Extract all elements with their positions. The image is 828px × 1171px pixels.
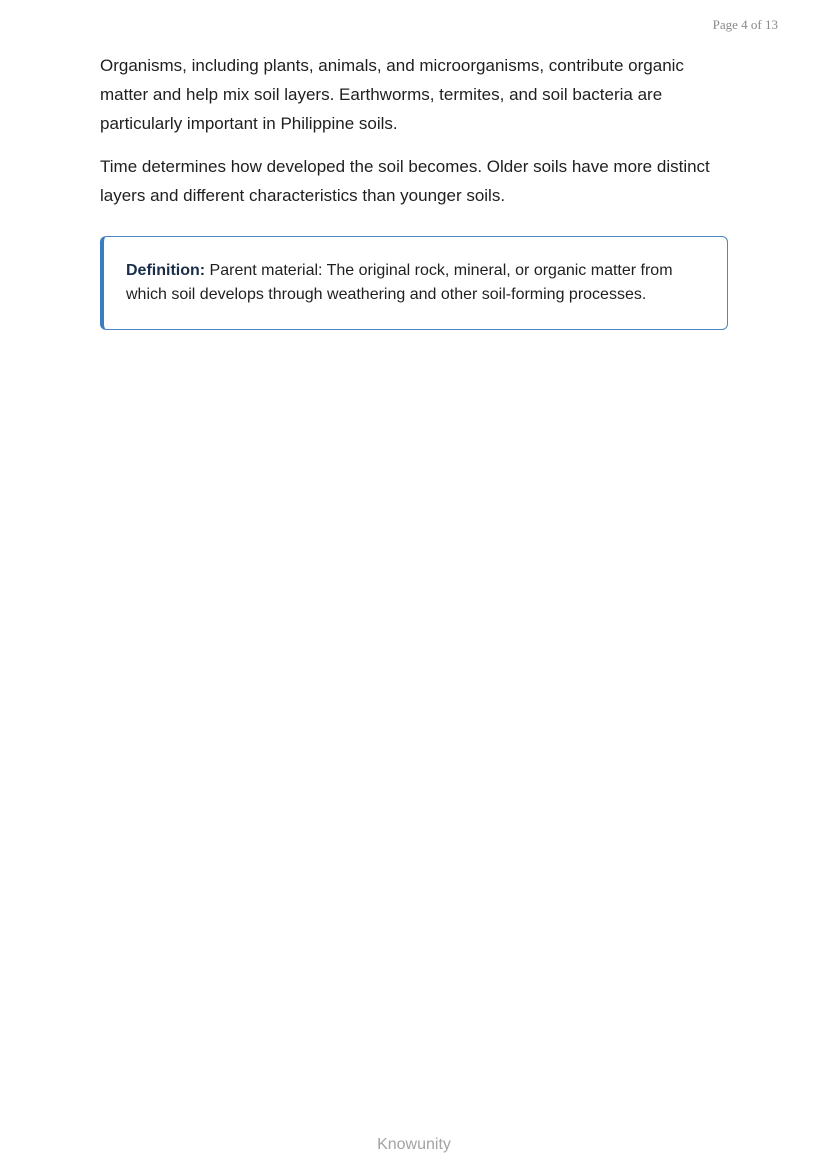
document-content <box>100 51 728 330</box>
paragraph-time: Time determines how developed the soil becomes. Older soils have more distinct layers and different characteristics than younger soils. <box>100 157 710 205</box>
definition-body: Parent material: The original rock, mineral, or organic matter from which soil develops through weathering and other soil-forming processes. <box>126 262 673 303</box>
definition-label: Definition: <box>126 262 206 279</box>
footer-brand: Knowunity <box>377 1136 451 1153</box>
page-number: Page 4 of 13 <box>712 17 778 32</box>
definition-box <box>100 236 728 330</box>
definition-text <box>126 259 703 307</box>
paragraph-organisms: Organisms, including plants, animals, and microorganisms, contribute organic matter and help mix soil layers. Earthworms, termites, and soil bacteria are particularly important in Philippine soils. <box>100 56 684 133</box>
